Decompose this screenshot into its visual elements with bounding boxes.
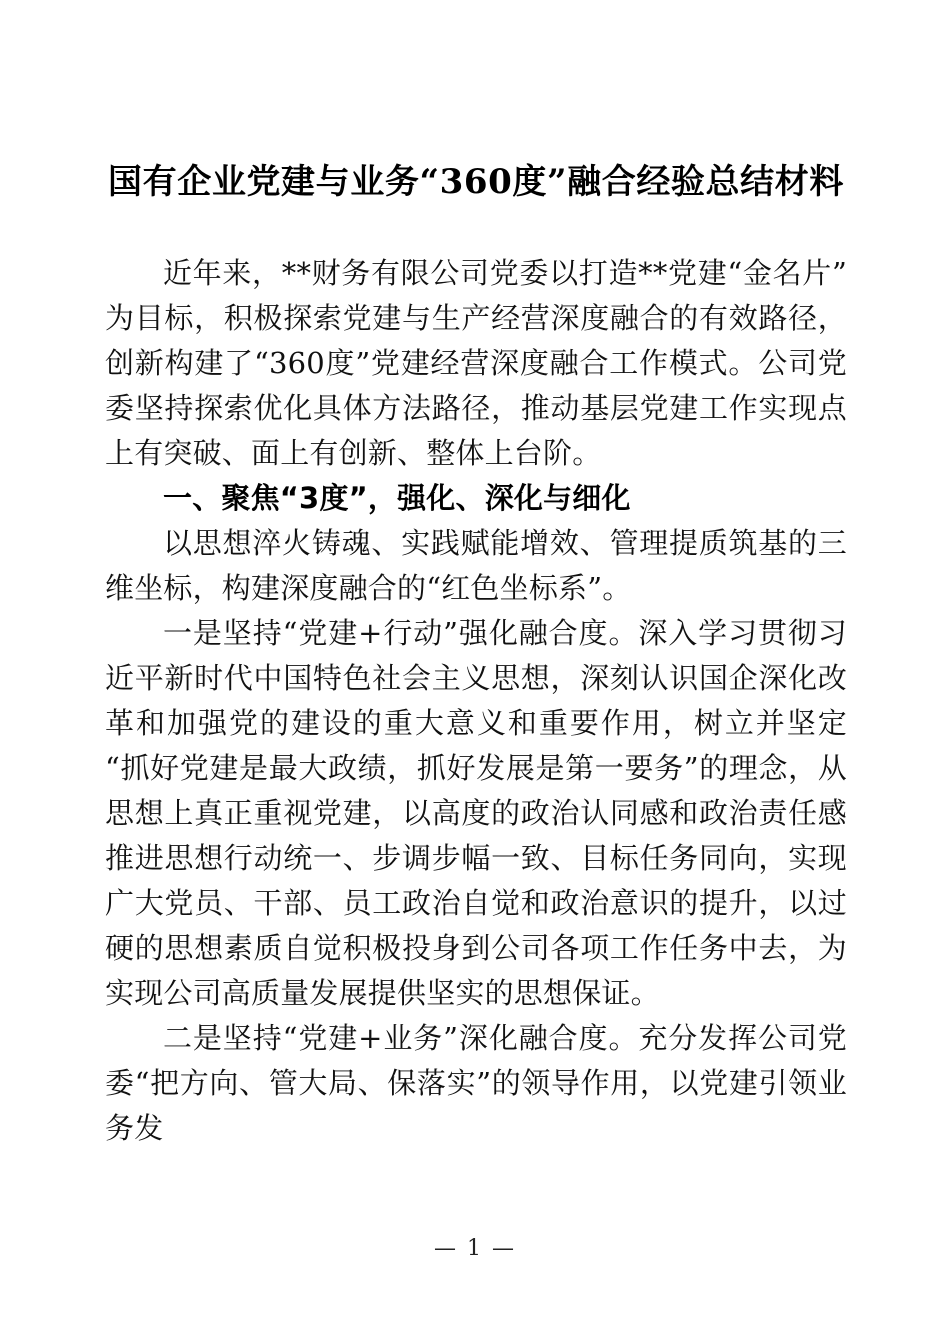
section-heading-1: 一、聚焦“3度”，强化、深化与细化 xyxy=(163,481,631,515)
paragraph-1: 近年来，**财务有限公司党委以打造**党建“金名片”为目标，积极探索党建与生产经营深度融合的有效路径，创新构建了“360度”党建经营深度融合工作模式。公司党委坚持探索优化具体方法路径，推动基层党建工作实现点上有突破、面上有创新、整体上台阶。 xyxy=(105,256,847,470)
page-title: 国有企业党建与业务“360度”融合经验总结材料 xyxy=(108,162,844,202)
paragraph-2: 以思想淬火铸魂、实践赋能增效、管理提质筑基的三维坐标，构建深度融合的“红色坐标系”。 xyxy=(105,526,847,605)
paragraph-4: 二是坚持“党建+业务”深化融合度。充分发挥公司党委“把方向、管大局、保落实”的领导作用，以党建引领业务发 xyxy=(105,1021,847,1145)
page-number-footer: — 1 — xyxy=(434,1236,516,1261)
paragraph-3: 一是坚持“党建+行动”强化融合度。深入学习贯彻习近平新时代中国特色社会主义思想，深刻认识国企深化改革和加强党的建设的重大意义和重要作用，树立并坚定“抓好党建是最大政绩，抓好发展是第一要务”的理念，从思想上真正重视党建，以高度的政治认同感和政治责任感推进思想行动统一、步调步幅一致、目标任务同向，实现广大党员、干部、员工政治自觉和政治意识的提升，以过硬的思想素质自觉积极投身到公司各项工作任务中去，为实现公司高质量发展提供坚实的思想保证。 xyxy=(105,616,847,1010)
page-content xyxy=(105,0,847,1151)
